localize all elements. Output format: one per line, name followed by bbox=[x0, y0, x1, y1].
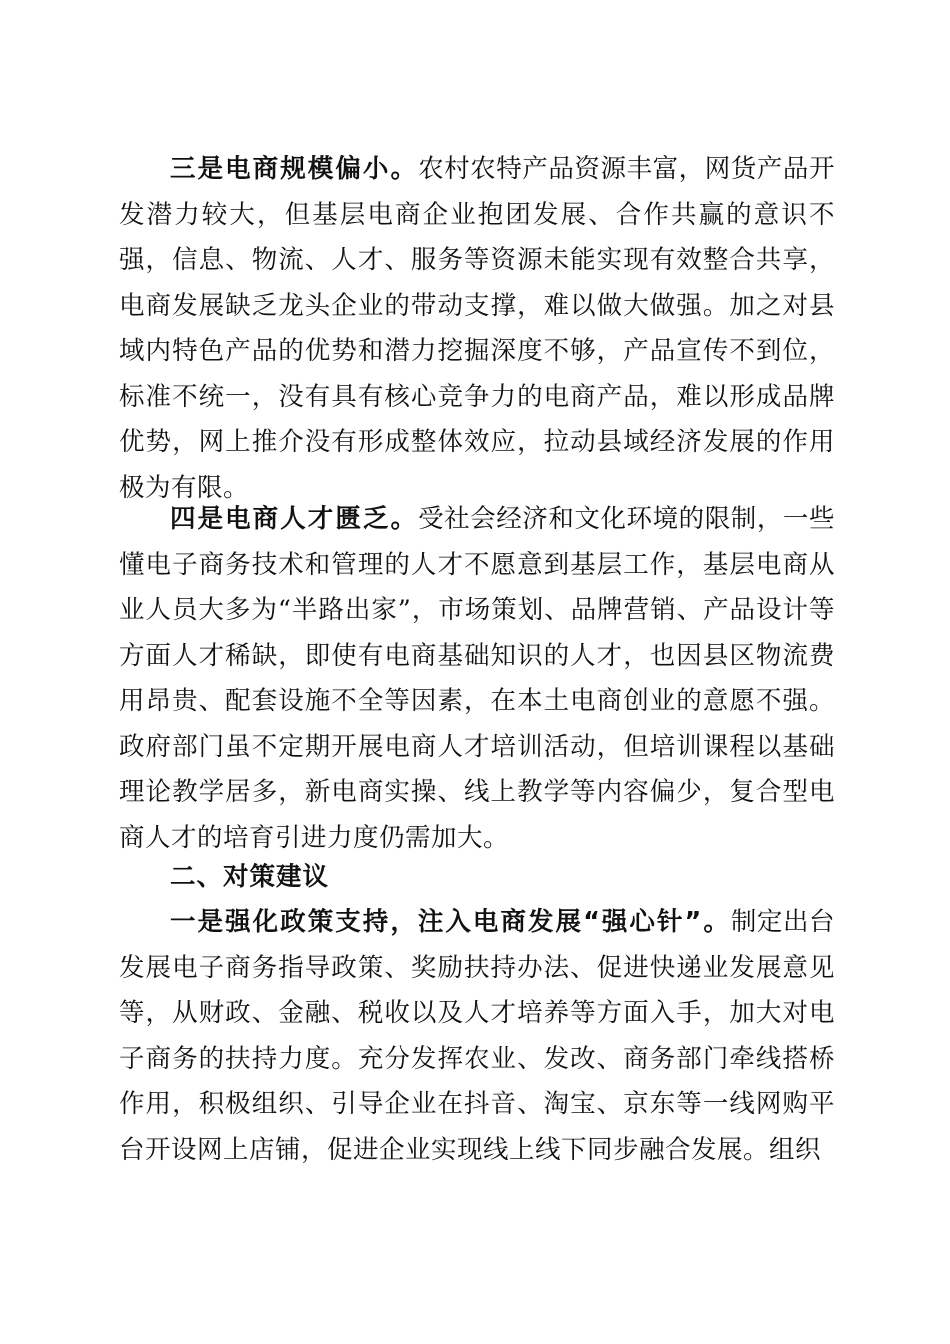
paragraph-body: 农村农特产品资源丰富，网货产品开发潜力较大，但基层电商企业抱团发展、合作共赢的意识不强，信息、物流、人才、服务等资源未能实现有效整合共享，电商发展缺乏龙头企业的带动支撑，难以做大做强。加之对县域内特色产品的优势和潜力挖掘深度不够，产品宣传不到位，标准不统一，没有具有核心竞争力的电商产品，难以形成品牌优势，网上推介没有形成整体效应，拉动县域经济发展的作用极为有限。 bbox=[119, 154, 835, 503]
paragraph-ecommerce-scale bbox=[119, 147, 835, 511]
paragraph-policy-support bbox=[119, 900, 835, 1173]
paragraph-body: 制定出台发展电子商务指导政策、奖励扶持办法、促进快递业发展意见等，从财政、金融、税收以及人才培养等方面入手，加大对电子商务的扶持力度。充分发挥农业、发改、商务部门牵线搭桥作用，积极组织、引导企业在抖音、淘宝、京东等一线网购平台开设网上店铺，促进企业实现线上线下同步融合发展。组织 bbox=[119, 907, 835, 1165]
paragraph-lead: 三是电商规模偏小。 bbox=[170, 154, 419, 184]
paragraph-ecommerce-talent bbox=[119, 497, 835, 861]
paragraph-lead: 四是电商人才匮乏。 bbox=[170, 504, 419, 534]
paragraph-lead: 一是强化政策支持，注入电商发展“强心针”。 bbox=[170, 907, 731, 937]
paragraph-body: 受社会经济和文化环境的限制，一些懂电子商务技术和管理的人才不愿意到基层工作，基层电商从业人员大多为“半路出家”，市场策划、品牌营销、产品设计等方面人才稀缺，即使有电商基础知识的人才，也因县区物流费用昂贵、配套设施不全等因素，在本土电商创业的意愿不强。政府部门虽不定期开展电商人才培训活动，但培训课程以基础理论教学居多，新电商实操、线上教学等内容偏少，复合型电商人才的培育引进力度仍需加大。 bbox=[119, 504, 835, 853]
section-heading: 二、对策建议 bbox=[170, 862, 330, 892]
